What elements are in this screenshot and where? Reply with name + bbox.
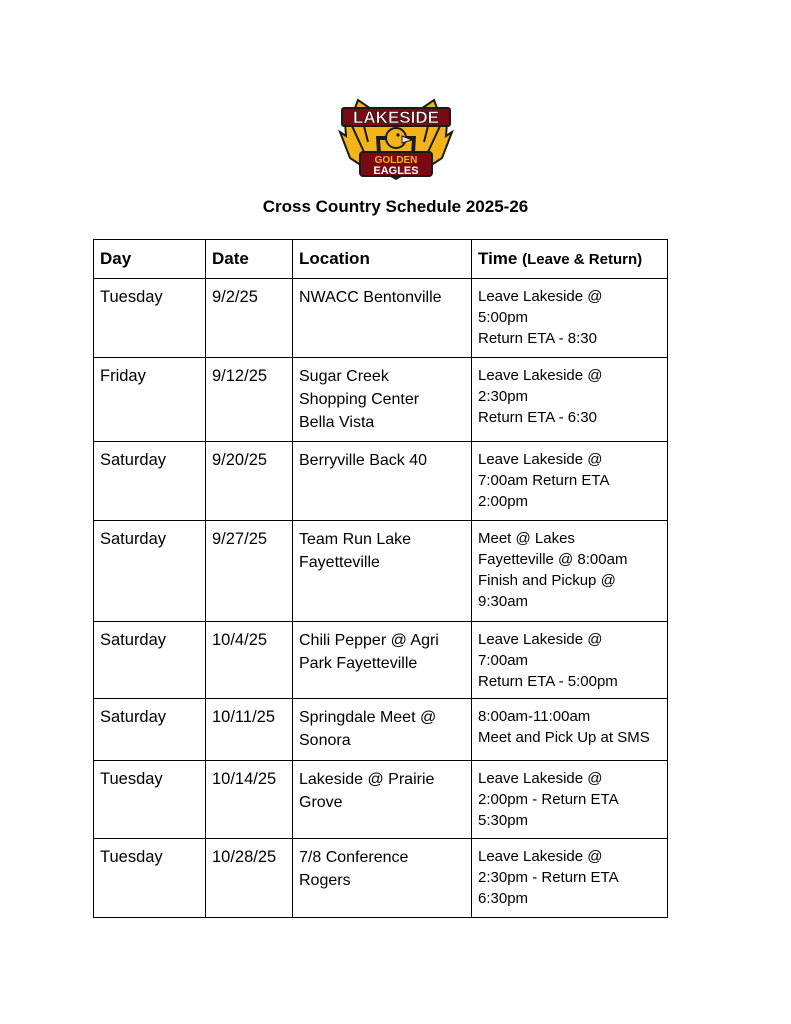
table-row	[94, 699, 668, 761]
location-line: Chili Pepper @ Agri	[299, 632, 439, 649]
location-line: Sugar Creek	[299, 368, 389, 385]
cell-date: 10/4/25	[206, 622, 293, 699]
cell-date: 10/11/25	[206, 699, 293, 761]
cell-location	[293, 521, 472, 622]
cell-time	[472, 279, 668, 358]
cell-date: 10/28/25	[206, 839, 293, 918]
time-line: Return ETA - 6:30	[478, 409, 597, 426]
cell-location	[293, 442, 472, 521]
table-row	[94, 622, 668, 699]
table-header-row	[94, 240, 668, 279]
table-row	[94, 358, 668, 442]
time-line: Leave Lakeside @	[478, 367, 603, 384]
cell-location	[293, 761, 472, 839]
cell-location	[293, 839, 472, 918]
time-line: Return ETA - 8:30	[478, 330, 597, 347]
time-line: 7:00am	[478, 652, 529, 669]
logo-top-text: LAKESIDE	[353, 108, 439, 127]
header-day: Day	[94, 240, 206, 279]
cell-location	[293, 622, 472, 699]
header-location: Location	[293, 240, 472, 279]
cell-day: Tuesday	[94, 839, 206, 918]
time-line: Leave Lakeside @	[478, 848, 603, 865]
cell-location	[293, 279, 472, 358]
cell-time	[472, 442, 668, 521]
logo-eagles-text: EAGLES	[373, 165, 419, 177]
cell-day: Saturday	[94, 699, 206, 761]
header-date: Date	[206, 240, 293, 279]
table-row	[94, 442, 668, 521]
cell-location	[293, 699, 472, 761]
cell-date: 9/20/25	[206, 442, 293, 521]
cell-day: Tuesday	[94, 761, 206, 839]
location-line: Lakeside @ Prairie	[299, 771, 435, 788]
table-row	[94, 761, 668, 839]
location-line: Grove	[299, 794, 343, 811]
time-line: Leave Lakeside @	[478, 288, 603, 305]
table-row	[94, 521, 668, 622]
location-line: Fayetteville	[299, 554, 380, 571]
time-line: 6:30pm	[478, 890, 529, 907]
time-line: Meet @ Lakes	[478, 530, 575, 547]
location-line: 7/8 Conference	[299, 849, 409, 866]
time-line: 2:30pm	[478, 388, 529, 405]
location-line: Shopping Center	[299, 391, 420, 408]
location-line: Berryville Back 40	[299, 452, 428, 469]
cell-day: Friday	[94, 358, 206, 442]
cell-time	[472, 839, 668, 918]
table-row	[94, 279, 668, 358]
location-line: Team Run Lake	[299, 531, 412, 548]
time-line: Finish and Pickup @	[478, 572, 616, 589]
header-time-label: Time	[478, 249, 518, 268]
time-line: 9:30am	[478, 593, 529, 610]
schedule-table	[93, 239, 668, 918]
cell-day: Saturday	[94, 622, 206, 699]
location-line: Springdale Meet @	[299, 709, 437, 726]
time-line: Leave Lakeside @	[478, 770, 603, 787]
cell-time	[472, 761, 668, 839]
location-line: NWACC Bentonville	[299, 289, 442, 306]
time-line: Fayetteville @ 8:00am	[478, 551, 628, 568]
header-time	[472, 240, 668, 279]
cell-date: 10/14/25	[206, 761, 293, 839]
logo-golden-text: GOLDEN	[374, 155, 418, 166]
header-time-sub: (Leave & Return)	[522, 251, 643, 268]
cell-location	[293, 358, 472, 442]
cell-time	[472, 699, 668, 761]
time-line: 2:00pm	[478, 493, 529, 510]
time-line: 7:00am Return ETA	[478, 472, 610, 489]
lakeside-golden-eagles-logo	[338, 96, 454, 182]
page-title: Cross Country Schedule 2025-26	[262, 197, 529, 216]
cell-day: Tuesday	[94, 279, 206, 358]
time-line: Return ETA - 5:00pm	[478, 673, 618, 690]
cell-time	[472, 622, 668, 699]
cell-time	[472, 521, 668, 622]
time-line: Leave Lakeside @	[478, 451, 603, 468]
table-row	[94, 839, 668, 918]
cell-day: Saturday	[94, 442, 206, 521]
cell-day: Saturday	[94, 521, 206, 622]
location-line: Rogers	[299, 872, 351, 889]
time-line: Meet and Pick Up at SMS	[478, 729, 650, 746]
location-line: Sonora	[299, 732, 351, 749]
time-line: Leave Lakeside @	[478, 631, 603, 648]
cell-date: 9/2/25	[206, 279, 293, 358]
time-line: 5:00pm	[478, 309, 529, 326]
location-line: Park Fayetteville	[299, 655, 418, 672]
location-line: Bella Vista	[299, 414, 375, 431]
cell-date: 9/27/25	[206, 521, 293, 622]
time-line: 8:00am-11:00am	[478, 708, 591, 725]
time-line: 2:00pm - Return ETA	[478, 791, 619, 808]
time-line: 5:30pm	[478, 812, 529, 829]
cell-time	[472, 358, 668, 442]
cell-date: 9/12/25	[206, 358, 293, 442]
time-line: 2:30pm - Return ETA	[478, 869, 619, 886]
